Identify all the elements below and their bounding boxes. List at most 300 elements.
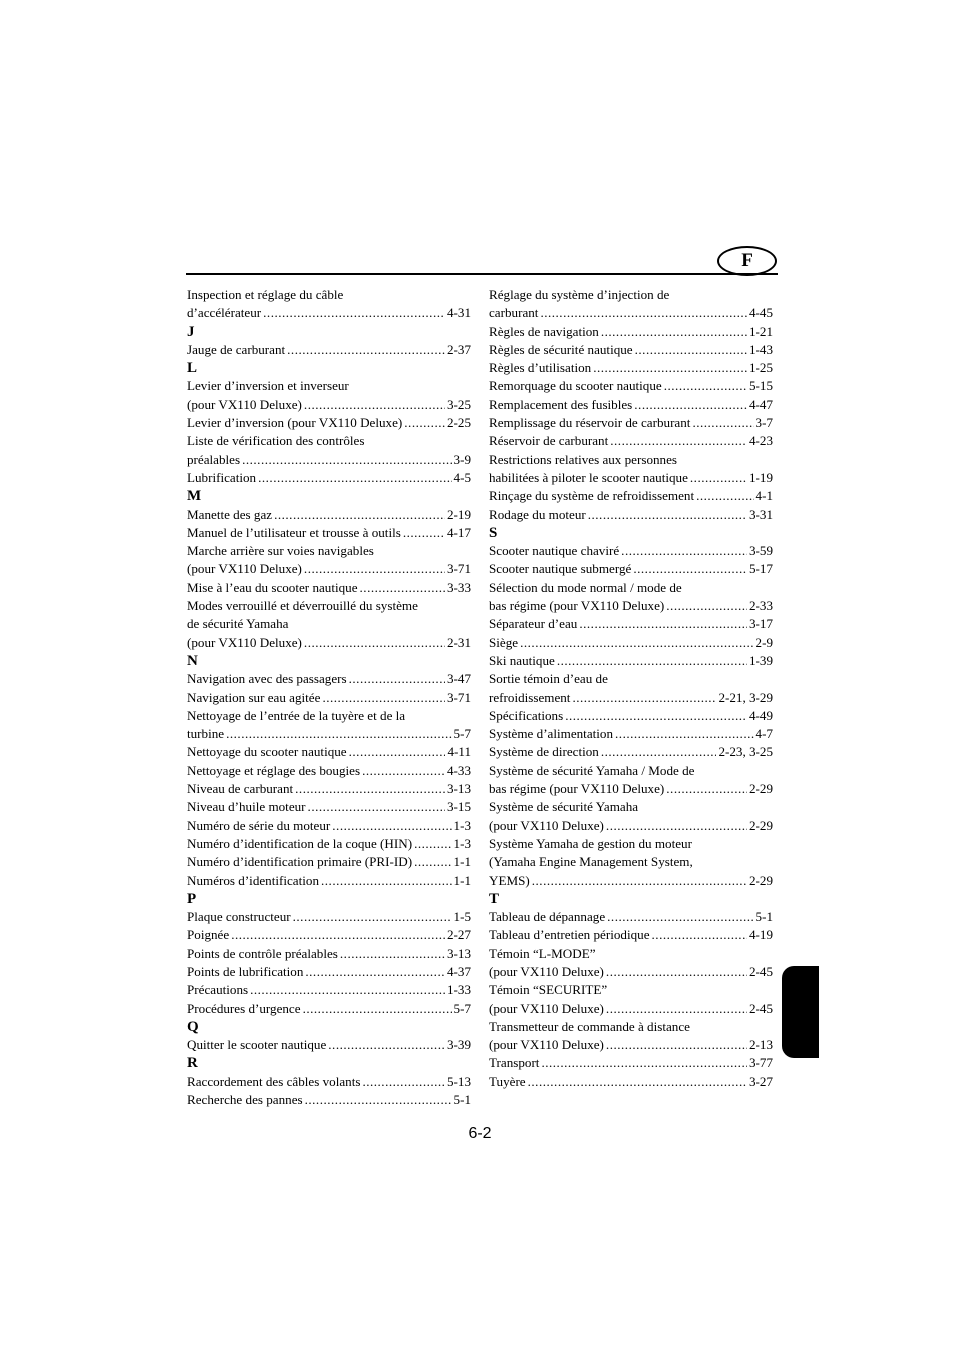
dot-leader [565,707,747,725]
index-entry-label: Lubrification [187,469,257,485]
index-entry [187,963,471,981]
index-entry [187,1073,471,1091]
dot-leader [606,1036,747,1054]
index-entry [187,1036,471,1054]
index-entry-label: Système de sécurité Yamaha [489,799,639,815]
index-entry-page: 4-17 [446,524,471,540]
index-entry-label: Marche arrière sur voies navigables [187,543,374,559]
index-entry [489,1073,773,1091]
index-entry-label: (pour VX110 Deluxe) [187,634,302,650]
index-entry-page: 2-19 [446,506,471,522]
index-entry [187,872,471,890]
index-entry [489,377,773,395]
index-entry-label: bas régime (pour VX110 Deluxe) [489,781,665,797]
dot-leader [287,341,445,359]
index-entry [187,451,471,469]
header-rule [186,273,778,275]
index-entry-text [489,670,773,688]
index-entry-label: Raccordement des câbles volants [187,1073,361,1089]
index-entry [489,506,773,524]
index-entry-page: 3-15 [446,799,471,815]
index-entry-page: 5-7 [453,726,471,742]
index-entry-page: 2-27 [446,927,471,943]
dot-leader [304,560,445,578]
index-entry [489,1036,773,1054]
index-entry-label: Rinçage du système de refroidissement [489,488,695,504]
index-entry [489,743,773,761]
index-entry-label: préalables [187,451,241,467]
index-entry-page: 3-71 [446,561,471,577]
index-entry-label: Rodage du moteur [489,506,586,522]
index-entry-label: YEMS) [489,872,530,888]
index-entry [187,560,471,578]
index-entry [489,432,773,450]
index-entry [187,817,471,835]
index-entry-page: 2-23, 3-25 [718,744,773,760]
index-entry-label: Modes verrouillé et déverrouillé du système [187,598,418,614]
index-entry [489,597,773,615]
index-entry-page: 4-49 [748,707,773,723]
index-entry-text [187,542,471,560]
index-section-letter: M [187,488,202,505]
index-entry-text [489,762,773,780]
dot-leader [274,506,445,524]
index-entry-label: Règles de navigation [489,323,599,339]
dot-leader [540,304,747,322]
index-entry-label: Inspection et réglage du câble [187,287,344,302]
index-entry-label: Restrictions relatives aux personnes [489,451,677,467]
index-entry-page: 2-13 [748,1037,773,1053]
index-entry-label: refroidissement [489,689,571,705]
index-entry-page: 4-45 [748,305,773,321]
index-entry-label: Transmetteur de commande à distance [489,1018,690,1034]
index-entry-label: Levier d’inversion (pour VX110 Deluxe) [187,415,403,431]
dot-leader [414,853,451,871]
dot-leader [250,981,445,999]
dot-leader [606,817,747,835]
dot-leader [615,725,754,743]
index-entry-text [489,579,773,597]
index-entry-page: 1-25 [748,360,773,376]
index-entry-page: 3-31 [748,506,773,522]
index-entry-label: Nettoyage du scooter nautique [187,744,347,760]
index-entry-text [187,432,471,450]
index-entry-page: 5-1 [453,1092,471,1108]
dot-leader [610,432,747,450]
index-entry-page: 1-33 [446,982,471,998]
index-entry [187,762,471,780]
index-entry-text [489,1018,773,1036]
language-badge [717,246,777,276]
index-entry-label: Réglage du système d’injection de [489,287,670,302]
index-entry-label: Sortie témoin d’eau de [489,671,608,687]
index-entry-label: Précautions [187,982,249,998]
index-entry [489,341,773,359]
index-entry-label: (pour VX110 Deluxe) [187,396,302,412]
dot-leader [362,1073,445,1091]
index-entry-label: Tableau d’entretien périodique [489,927,650,943]
index-entry [187,835,471,853]
dot-leader [572,689,716,707]
index-entry [489,872,773,890]
index-entry-label: bas régime (pour VX110 Deluxe) [489,598,665,614]
dot-leader [231,926,445,944]
index-entry-label: Nettoyage de l’entrée de la tuyère et de la [187,707,406,723]
index-entry-text [489,853,773,871]
dot-leader [295,780,445,798]
index-entry [187,506,471,524]
index-entry-page: 1-1 [453,854,471,870]
index-entry-label: Siège [489,634,519,650]
dot-leader [242,451,451,469]
index-entry-label: Système d’alimentation [489,726,614,742]
index-entry-label: Témoin “SECURITE” [489,982,608,998]
index-entry-text [489,945,773,963]
index-entry-page: 3-47 [446,671,471,687]
dot-leader [557,652,747,670]
index-entry-label: Mise à l’eau du scooter nautique [187,579,358,595]
dot-leader [305,1091,452,1109]
index-entry [489,963,773,981]
dot-leader [606,1000,747,1018]
index-entry-label: Numéros d’identification [187,872,319,888]
index-entry [489,908,773,926]
index-entry-label: (pour VX110 Deluxe) [489,1000,604,1016]
index-entry [187,469,471,487]
index-entry-label: (pour VX110 Deluxe) [187,561,302,577]
index-entry [187,1000,471,1018]
index-entry-label: Règles d’utilisation [489,360,592,376]
index-entry-page: 5-1 [755,909,773,925]
dot-leader [633,560,747,578]
index-entry-label: (pour VX110 Deluxe) [489,963,604,979]
index-entry-page: 5-7 [453,1000,471,1016]
index-entry-page: 4-1 [755,488,773,504]
index-entry-text [187,707,471,725]
index-entry [187,725,471,743]
index-entry-label: Règles de sécurité nautique [489,341,633,357]
index-entry-page: 1-19 [748,469,773,485]
index-entry-page: 1-39 [748,652,773,668]
dot-leader [634,396,747,414]
index-entry-label: Témoin “L-MODE” [489,945,596,961]
dot-leader [528,1073,747,1091]
dot-leader [635,341,747,359]
dot-leader [322,689,445,707]
index-entry-label: d’accélérateur [187,305,262,321]
dot-leader [304,396,445,414]
index-entry [489,615,773,633]
index-section-letter: S [489,524,498,541]
index-entry-page: 4-11 [447,744,471,760]
index-entry [187,780,471,798]
index-entry-label: Manuel de l’utilisateur et trousse à outils [187,524,401,540]
index-entry [489,707,773,725]
index-entry-label: Manette des gaz [187,506,273,522]
dot-leader [263,304,445,322]
index-entry-page: 2-21, 3-29 [718,689,773,705]
dot-leader [690,469,747,487]
index-entry-page: 4-19 [748,927,773,943]
dot-leader [541,1054,747,1072]
index-section-letter: N [187,652,198,669]
index-entry [187,304,471,322]
index-entry-label: Tuyère [489,1073,526,1089]
index-entry [187,798,471,816]
index-entry-label: Ski nautique [489,652,555,668]
index-entry-page: 1-3 [453,817,471,833]
index-entry-label: turbine [187,726,225,742]
index-entry [187,414,471,432]
dot-leader [403,524,445,542]
index-entry [489,323,773,341]
dot-leader [607,908,753,926]
index-entry-page: 5-15 [748,378,773,394]
index-entry-page: 3-13 [446,945,471,961]
dot-leader [664,377,747,395]
index-entry [187,341,471,359]
dot-leader [520,634,753,652]
dot-leader [258,469,451,487]
index-entry [489,542,773,560]
index-entry-page: 2-37 [446,341,471,357]
index-column-right [489,286,773,1091]
index-entry [489,725,773,743]
dot-leader [532,872,747,890]
index-entry-page: 4-31 [446,305,471,321]
dot-leader [328,1036,445,1054]
dot-leader [304,634,445,652]
index-entry [489,359,773,377]
dot-leader [652,926,747,944]
index-entry-label: de sécurité Yamaha [187,616,289,632]
dot-leader [601,743,717,761]
index-entry [489,414,773,432]
index-entry-text [489,981,773,999]
index-section-letter: R [187,1055,198,1072]
index-entry-page: 1-5 [453,909,471,925]
index-entry-page: 1-43 [748,341,773,357]
index-entry-page: 3-71 [446,689,471,705]
index-entry-page: 5-17 [748,561,773,577]
index-entry [489,817,773,835]
index-entry-label: Numéro de série du moteur [187,817,331,833]
index-entry-page: 3-7 [755,415,773,431]
index-entry-label: Recherche des pannes [187,1092,303,1108]
dot-leader [404,414,445,432]
index-entry-label: (Yamaha Engine Management System, [489,854,693,870]
index-entry-label: Liste de vérification des contrôles [187,433,365,449]
index-entry-page: 3-25 [446,396,471,412]
index-entry-label: Nettoyage et réglage des bougies [187,762,361,778]
index-entry-label: Poignée [187,927,230,943]
index-section-letter: T [489,890,500,907]
index-entry [489,689,773,707]
dot-leader [226,725,451,743]
index-entry-label: Quitter le scooter nautique [187,1037,327,1053]
index-entry-page: 4-5 [453,469,471,485]
index-entry-page: 1-3 [453,835,471,851]
index-entry [489,304,773,322]
index-entry-label: Levier d’inversion et inverseur [187,378,349,394]
index-entry [489,634,773,652]
index-entry [187,670,471,688]
dot-leader [666,780,747,798]
index-entry-page: 3-17 [748,616,773,632]
dot-leader [293,908,452,926]
index-entry-label: Réservoir de carburant [489,433,609,449]
index-entry-page: 4-47 [748,396,773,412]
index-entry-page: 3-77 [748,1055,773,1071]
dot-leader [349,670,445,688]
index-entry-label: Système Yamaha de gestion du moteur [489,835,692,851]
index-entry-label: Tableau de dépannage [489,909,606,925]
dot-leader [579,615,747,633]
index-entry-text [489,286,773,304]
index-entry-text [187,597,471,615]
index-entry-label: Numéro d’identification de la coque (HIN) [187,835,413,851]
dot-leader [601,323,747,341]
index-entry-label: Jauge de carburant [187,341,286,357]
index-entry-page: 2-29 [748,781,773,797]
index-entry-page: 5-13 [446,1073,471,1089]
index-entry [489,396,773,414]
index-section-letter: L [187,360,198,377]
index-entry [489,780,773,798]
dot-leader [692,414,753,432]
dot-leader [340,945,445,963]
index-entry [489,560,773,578]
index-entry-label: Système de sécurité Yamaha / Mode de [489,762,695,778]
index-entry-label: Scooter nautique chaviré [489,543,620,559]
dot-leader [606,963,747,981]
index-entry-label: Sélection du mode normal / mode de [489,579,682,595]
index-entry-page: 2-45 [748,963,773,979]
index-entry [187,1091,471,1109]
index-entry-label: Remorquage du scooter nautique [489,378,662,394]
index-entry-label: Procédures d’urgence [187,1000,301,1016]
index-entry [187,396,471,414]
index-entry-text [187,377,471,395]
index-entry-label: Scooter nautique submergé [489,561,632,577]
index-entry-label: Séparateur d’eau [489,616,578,632]
dot-leader [321,872,452,890]
index-section-letter: J [187,323,195,340]
index-entry-page: 4-37 [446,963,471,979]
index-entry [489,1054,773,1072]
chapter-tab [782,966,819,1058]
dot-leader [666,597,747,615]
dot-leader [332,817,451,835]
index-entry-text [187,615,471,633]
index-section-letter: P [187,890,197,907]
index-entry-page: 2-25 [446,415,471,431]
index-section-letter: Q [187,1018,199,1035]
index-entry-label: Remplacement des fusibles [489,396,633,412]
dot-leader [588,506,747,524]
index-entry [489,487,773,505]
index-entry-page: 2-45 [748,1000,773,1016]
index-entry [187,524,471,542]
index-entry [187,689,471,707]
index-entry [489,469,773,487]
index-entry [187,743,471,761]
index-entry-text [187,286,471,304]
dot-leader [362,762,445,780]
index-entry-page: 2-29 [748,872,773,888]
index-entry-label: Points de lubrification [187,963,304,979]
index-entry-label: Niveau d’huile moteur [187,799,306,815]
index-entry-page: 4-7 [755,726,773,742]
index-entry-label: Navigation avec des passagers [187,671,347,687]
index-entry-label: habilitées à piloter le scooter nautique [489,469,688,485]
index-entry-page: 3-39 [446,1037,471,1053]
index-entry [187,853,471,871]
index-entry-label: (pour VX110 Deluxe) [489,817,604,833]
dot-leader [305,963,445,981]
index-entry-page: 1-1 [453,872,471,888]
index-entry [489,652,773,670]
index-entry [187,945,471,963]
index-entry-page: 1-21 [748,323,773,339]
index-entry-label: Spécifications [489,707,564,723]
index-entry-text [489,835,773,853]
index-entry-label: Système de direction [489,744,599,760]
index-entry [489,926,773,944]
index-entry [187,981,471,999]
index-entry-label: Remplissage du réservoir de carburant [489,415,691,431]
index-entry-page: 4-23 [748,433,773,449]
language-label: F [741,250,753,271]
index-entry-page: 2-33 [748,598,773,614]
index-entry-text [489,798,773,816]
index-entry-text [489,451,773,469]
index-entry [187,634,471,652]
index-entry-label: (pour VX110 Deluxe) [489,1037,604,1053]
dot-leader [696,487,753,505]
index-entry-label: Points de contrôle préalables [187,945,338,961]
index-entry-page: 4-33 [446,762,471,778]
index-entry-page: 3-27 [748,1073,773,1089]
dot-leader [621,542,747,560]
index-entry-label: Plaque constructeur [187,909,291,925]
index-entry-label: Navigation sur eau agitée [187,689,321,705]
index-entry-label: Transport [489,1055,540,1071]
index-entry [187,579,471,597]
index-entry-page: 2-31 [446,634,471,650]
page-number: 6-2 [468,1125,492,1142]
index-column-left [187,286,471,1109]
index-entry-label: carburant [489,305,539,321]
index-entry-label: Numéro d’identification primaire (PRI-ID) [187,854,413,870]
index-entry-page: 3-13 [446,781,471,797]
dot-leader [303,1000,452,1018]
index-entry-page: 3-59 [748,543,773,559]
index-entry-page: 3-33 [446,579,471,595]
index-entry [187,926,471,944]
index-entry-label: Niveau de carburant [187,781,294,797]
index-entry-page: 2-29 [748,817,773,833]
dot-leader [349,743,446,761]
dot-leader [308,798,445,816]
index-entry [489,1000,773,1018]
dot-leader [360,579,445,597]
index-entry-page: 2-9 [755,634,773,650]
dot-leader [414,835,451,853]
dot-leader [593,359,747,377]
index-entry-page: 3-9 [453,451,471,467]
index-entry [187,908,471,926]
